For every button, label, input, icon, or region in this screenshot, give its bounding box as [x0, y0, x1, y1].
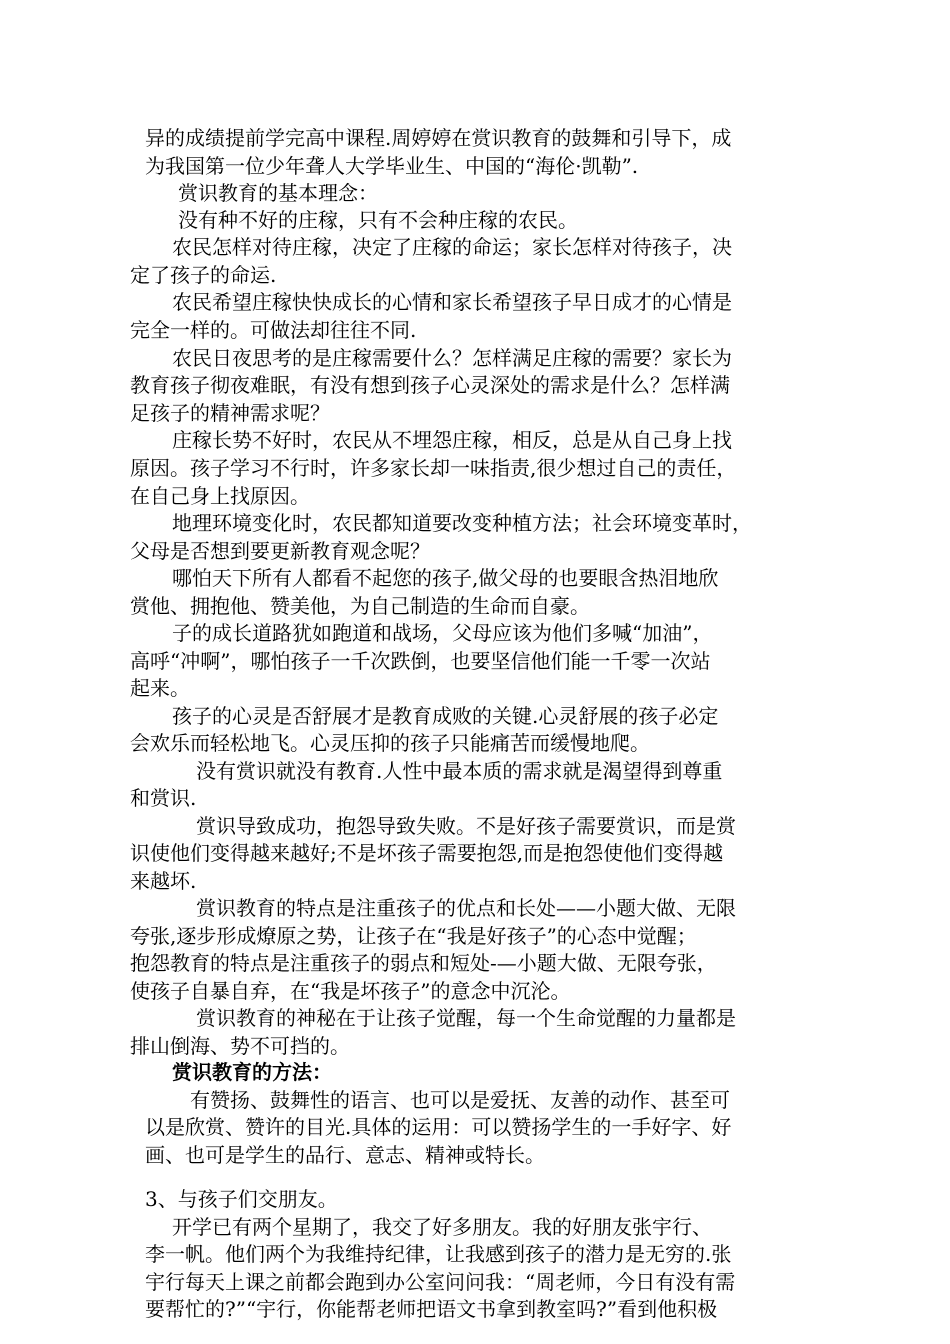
text-line: 定了孩子的命运.: [130, 263, 277, 287]
text-line: 要帮忙的?”“宇行，你能帮老师把语文书拿到教室吗?”看到他积极: [145, 1297, 718, 1321]
text-line: 高呼“冲啊”，哪怕孩子一千次跌倒，也要坚信他们能一千零一次站: [130, 649, 711, 673]
text-line: 赏识教育的神秘在于让孩子觉醒，每一个生命觉醒的力量都是: [196, 1006, 736, 1030]
text-line: 子的成长道路犹如跑道和战场，父母应该为他们多喊“加油”，: [172, 621, 713, 645]
text-line: 庄稼长势不好时，农民从不埋怨庄稼，相反，总是从自己身上找: [172, 428, 732, 452]
text-line: 夸张,逐步形成燎原之势，让孩子在“我是好孩子”的心态中觉醒；: [130, 924, 697, 948]
text-line: 完全一样的。可做法却往往不同.: [130, 318, 417, 342]
text-line: 和赏识.: [130, 786, 197, 810]
text-line: 有赞扬、鼓舞性的语言、也可以是爱抚、友善的动作、甚至可: [190, 1088, 730, 1112]
text-line: 原因。孩子学习不行时，许多家长却一味指责,很少想过自己的责任，: [130, 456, 737, 480]
text-line: 以是欣赏、赞许的目光.具体的运用：可以赞扬学生的一手好字、好: [145, 1115, 732, 1139]
text-line: 会欢乐而轻松地飞。心灵压抑的孩子只能痛苦而缓慢地爬。: [130, 731, 650, 755]
text-line: 父母是否想到要更新教育观念呢？: [130, 539, 430, 563]
text-line: 赏识导致成功，抱怨导致失败。不是好孩子需要赏识，而是赏: [196, 814, 736, 838]
section-heading-bold: 赏识教育的方法：: [172, 1060, 332, 1084]
text-line: 没有种不好的庄稼，只有不会种庄稼的农民。: [178, 208, 578, 232]
text-line: 没有赏识就没有教育.人性中最本质的需求就是渴望得到尊重: [196, 759, 723, 783]
text-line: 为我国第一位少年聋人大学毕业生、中国的“海伦·凯勒”.: [145, 154, 639, 178]
text-line: 农民怎样对待庄稼，决定了庄稼的命运；家长怎样对待孩子，决: [172, 235, 732, 259]
text-line: 排山倒海、势不可挡的。: [130, 1034, 350, 1058]
text-line: 李一帆。他们两个为我维持纪律，让我感到孩子的潜力是无穷的.张: [145, 1242, 732, 1266]
text-line: 来越坏.: [130, 869, 197, 893]
text-line: 开学已有两个星期了，我交了好多朋友。我的好朋友张宇行、: [172, 1215, 712, 1239]
text-line: 使孩子自暴自弃，在“我是坏孩子”的意念中沉沦。: [130, 979, 571, 1003]
text-line: 赏他、拥抱他、赞美他，为自己制造的生命而自豪。: [130, 594, 590, 618]
text-line: 地理环境变化时，农民都知道要改变种植方法；社会环境变革时，: [172, 511, 752, 535]
text-line: 哪怕天下所有人都看不起您的孩子,做父母的也要眼含热泪地欣: [172, 566, 719, 590]
text-line: 农民希望庄稼快快成长的心情和家长希望孩子早日成才的心情是: [172, 290, 732, 314]
section-heading: 3、与孩子们交朋友。: [145, 1187, 338, 1211]
text-line: 异的成绩提前学完高中课程.周婷婷在赏识教育的鼓舞和引导下，成: [145, 126, 732, 150]
text-line: 起来。: [130, 676, 190, 700]
text-line: 宇行每天上课之前都会跑到办公室问问我：“周老师，今日有没有需: [145, 1270, 736, 1294]
text-line: 农民日夜思考的是庄稼需要什么？怎样满足庄稼的需要？家长为: [172, 346, 732, 370]
section-heading: 赏识教育的基本理念：: [178, 181, 378, 205]
text-line: 抱怨教育的特点是注重孩子的弱点和短处-—小题大做、无限夸张，: [130, 951, 717, 975]
text-line: 在自己身上找原因。: [130, 484, 310, 508]
text-line: 孩子的心灵是否舒展才是教育成败的关键.心灵舒展的孩子必定: [172, 704, 719, 728]
text-line: 赏识教育的特点是注重孩子的优点和长处——小题大做、无限: [196, 896, 736, 920]
text-line: 足孩子的精神需求呢？: [130, 401, 330, 425]
text-line: 教育孩子彻夜难眠，有没有想到孩子心灵深处的需求是什么？怎样满: [130, 373, 730, 397]
text-line: 识使他们变得越来越好;不是坏孩子需要抱怨,而是抱怨使他们变得越: [130, 841, 724, 865]
text-line: 画、也可是学生的品行、意志、精神或特长。: [145, 1143, 545, 1167]
